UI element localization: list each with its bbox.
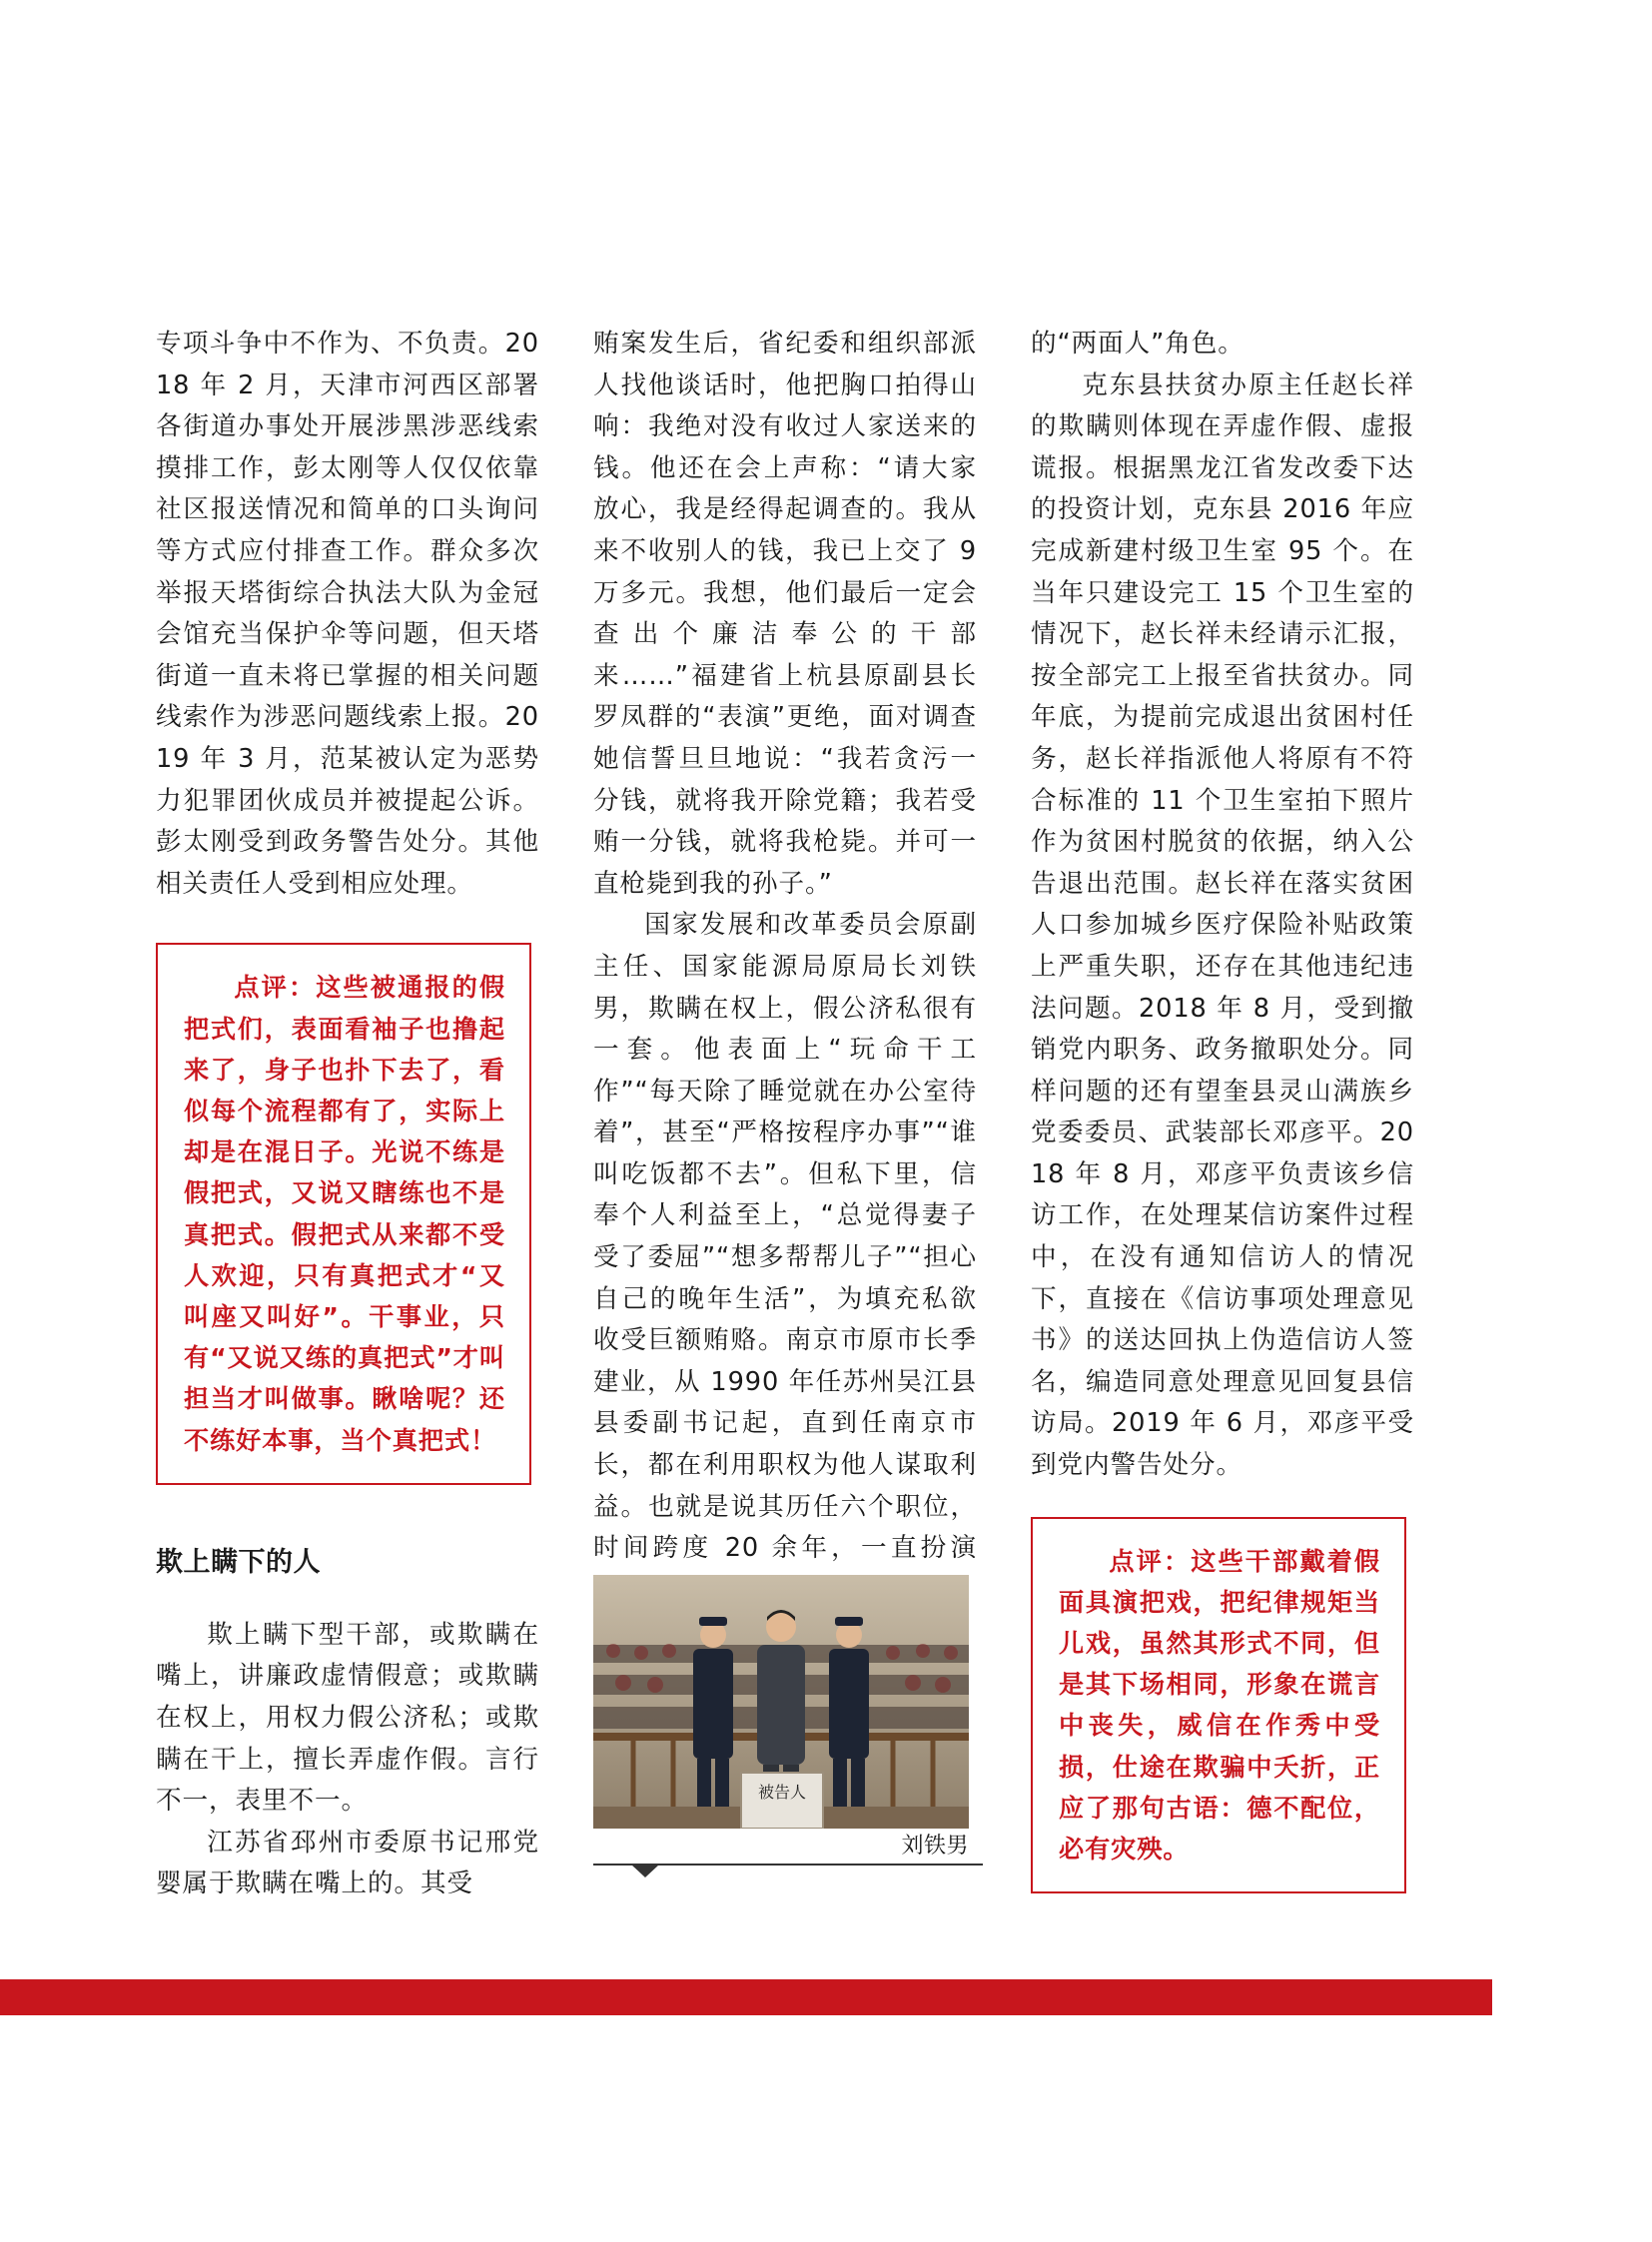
body-paragraph: 贿案发生后，省纪委和组织部派人找他谈话时，他把胸口拍得山响：我绝对没有收过人家送来的钱。他还在会上声称：“请大家放心，我是经得起调查的。我从来不收别人的钱，我已上交了 9 万多元。我想，他们最后一定会查出个廉洁奉公的干部来……”福建省上杭县原副县长罗凤群的“表演”更绝，面对调查她信誓旦旦地说：“我若贪污一分钱，就将我开除党籍；我若受贿一分钱，就将我枪毙。并可一直枪毙到我的孙子。” bbox=[593, 329, 977, 899]
commentary-box bbox=[156, 943, 531, 1484]
section-heading: 欺上瞒下的人 bbox=[156, 1546, 321, 1578]
footer-red-band bbox=[0, 1979, 1492, 2015]
caption-pointer-icon bbox=[631, 1865, 659, 1877]
body-paragraph: 的“两面人”角色。 bbox=[1031, 329, 1244, 359]
commentary-box bbox=[1031, 1517, 1406, 1894]
body-paragraph: 欺上瞒下型干部，或欺瞒在嘴上，讲廉政虚情假意；或欺瞒在权上，用权力假公济私；或欺瞒在干上，擅长弄虚作假。言行不一，表里不一。 bbox=[156, 1619, 539, 1817]
column-1 bbox=[156, 324, 539, 1905]
column-2 bbox=[593, 324, 977, 1611]
body-paragraph: 国家发展和改革委员会原副主任、国家能源局原局长刘铁男，欺瞒在权上，假公济私很有一套。他表面上“玩命干工作”“每天除了睡觉就在办公室待着”，甚至“严格按程序办事”“谁叫吃饭都不去”。但私下里，信奉个人利益至上，“总觉得妻子受了委屈”“想多帮帮儿子”“担心自己的晚年生活”，为填充私欲收受巨额贿赂。南京市原市长季建业，从 1990 年任苏州吴江县县委副书记起，直到任南京市长，都在利用职权为他人谋取利益。也就是说其历任六个职位，时间跨度 20 余年，一直扮演 bbox=[593, 910, 977, 1564]
courtroom-photo bbox=[593, 1575, 969, 1829]
body-paragraph: 专项斗争中不作为、不负责。2018 年 2 月，天津市河西区部署各街道办事处开展涉黑涉恶线索摸排工作，彭太刚等人仅仅依靠社区报送情况和简单的口头询问等方式应付排查工作。群众多次举报天塔街综合执法大队为金冠会馆充当保护伞等问题，但天塔街道一直未将已掌握的相关问题线索作为涉恶问题线索上报。2019 年 3 月，范某被认定为恶势力犯罪团伙成员并被提起公诉。彭太刚受到政务警告处分。其他相关责任人受到相应处理。 bbox=[156, 329, 539, 899]
commentary-text: 点评：这些干部戴着假面具演把戏，把纪律规矩当儿戏，虽然其形式不同，但是其下场相同，形象在谎言中丧失，威信在作秀中受损，仕途在欺骗中夭折，正应了那句古语：德不配位，必有灾殃。 bbox=[1059, 1546, 1380, 1865]
photo-caption: 刘铁男 bbox=[901, 1834, 969, 1859]
body-paragraph: 江苏省邳州市委原书记邢党婴属于欺瞒在嘴上的。其受 bbox=[156, 1827, 539, 1899]
column-3 bbox=[1031, 324, 1414, 1893]
dock-sign: 被告人 bbox=[757, 1783, 806, 1802]
body-paragraph: 克东县扶贫办原主任赵长祥的欺瞒则体现在弄虚作假、虚报谎报。根据黑龙江省发改委下达的投资计划，克东县 2016 年应完成新建村级卫生室 95 个。在当年只建设完工 15 个卫生室的情况下，赵长祥未经请示汇报，按全部完工上报至省扶贫办。同年底，为提前完成退出贫困村任务，赵长祥指派他人将原有不符合标准的 11 个卫生室拍下照片作为贫困村脱贫的依据，纳入公告退出范围。赵长祥在落实贫困人口参加城乡医疗保险补贴政策上严重失职，还存在其他违纪违法问题。2018 年 8 月，受到撤销党内职务、政务撤职处分。同样问题的还有望奎县灵山满族乡党委委员、武装部长邓彦平。2018 年 8 月，邓彦平负责该乡信访工作，在处理某信访案件过程中，在没有通知信访人的情况下，直接在《信访事项处理意见书》的送达回执上伪造信访人签名，编造同意处理意见回复县信访局。2019 年 6 月，邓彦平受到党内警告处分。 bbox=[1031, 370, 1414, 1481]
commentary-text: 点评：这些被通报的假把式们，表面看袖子也撸起来了，身子也扑下去了，看似每个流程都有了，实际上却是在混日子。光说不练是假把式，又说又瞎练也不是真把式。假把式从来都不受人欢迎，只有真把式才“又叫座又叫好”。干事业，只有“又说又练的真把式”才叫担当才叫做事。瞅啥呢？还不练好本事，当个真把式！ bbox=[184, 973, 505, 1455]
